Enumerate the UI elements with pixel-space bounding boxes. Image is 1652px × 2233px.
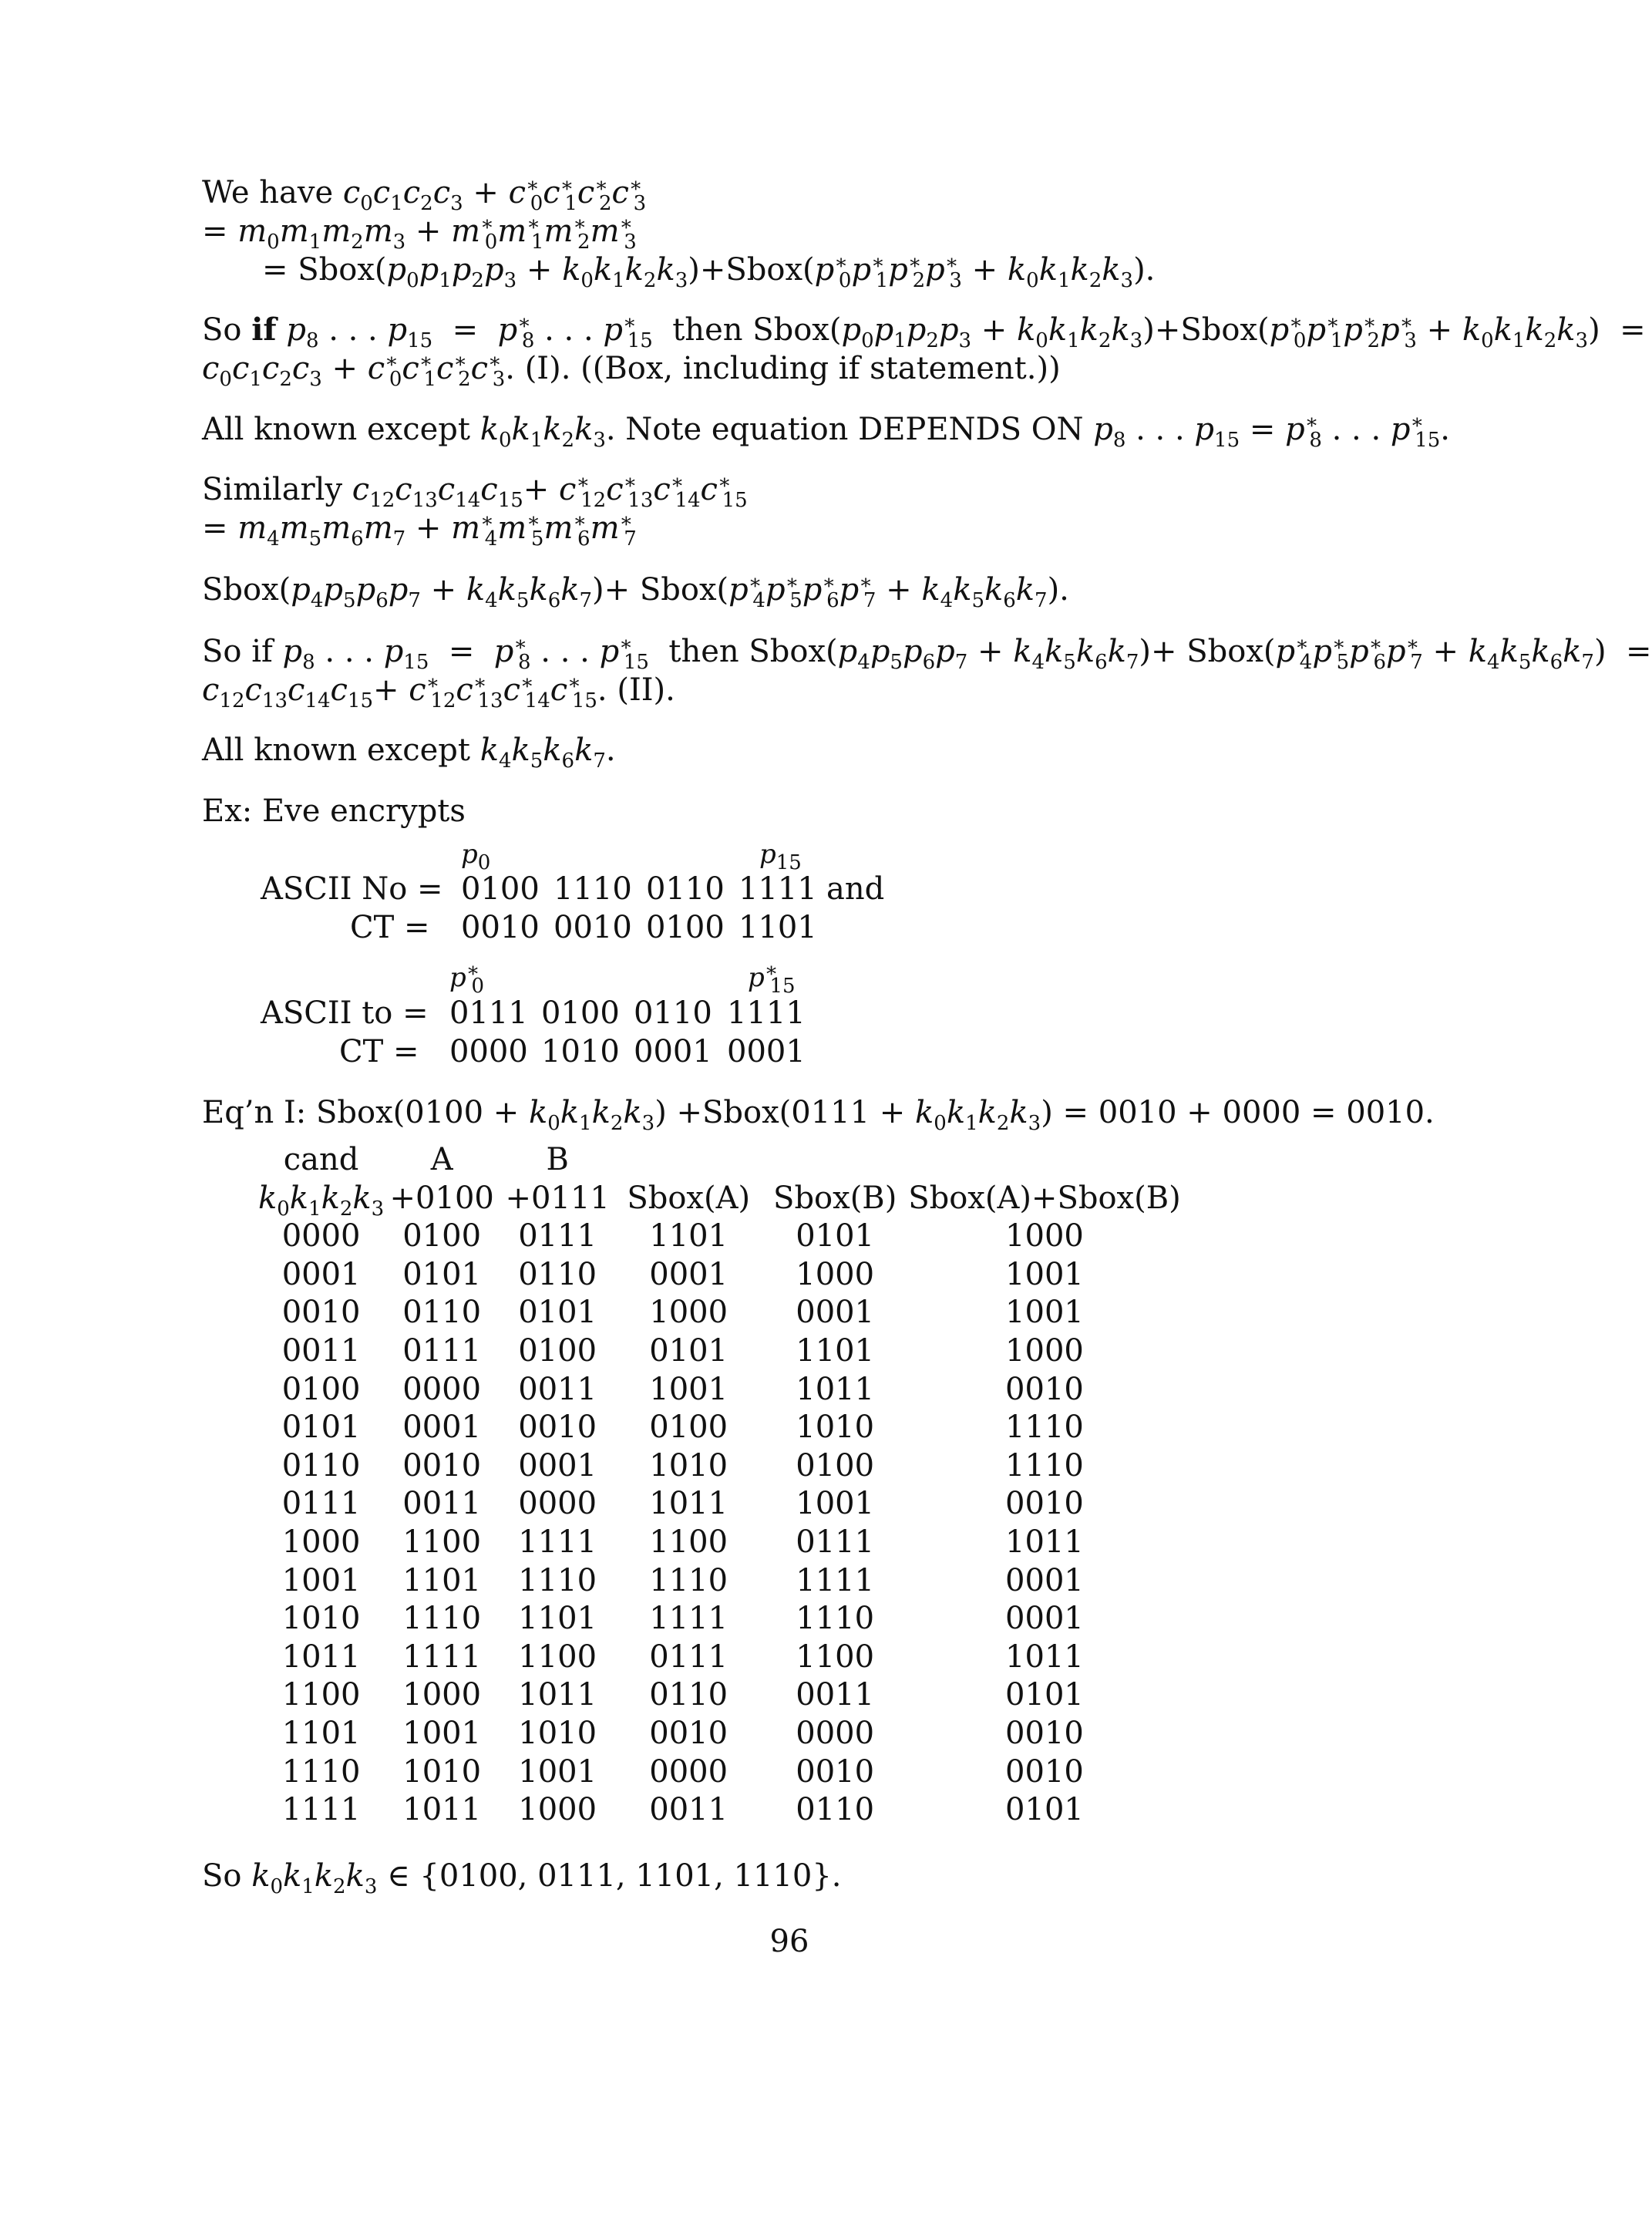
- table-cell: 0101: [518, 1295, 597, 1331]
- table-cell: 1110: [649, 1562, 728, 1598]
- conclusion: So $k_0k_1k_2k_3$ ∈ {0100, 0111, 1101, 1110}.: [202, 1858, 842, 1898]
- table-cell: 1101: [518, 1601, 597, 1637]
- table-cell: 0110: [796, 1792, 875, 1828]
- table-cell: 0101: [281, 1410, 361, 1446]
- table-row: [258, 1256, 1181, 1295]
- para7: All known except $k_4k_5k_6k_7$.: [202, 733, 616, 773]
- table-cell: 0001: [649, 1256, 728, 1292]
- table-cell: 1001: [402, 1715, 482, 1751]
- equation-I: Eq’n I: Sbox(0100 + $k_0k_1k_2k_3$) +Sbox(0111 + $k_0k_1k_2k_3) = 0010 + 0000 = 0010$.: [202, 1095, 1435, 1135]
- table-cell: 0010: [1005, 1753, 1084, 1790]
- table-cell: 0000: [796, 1715, 875, 1751]
- table-row: [258, 1715, 1181, 1753]
- table-cell: 0100: [402, 1218, 482, 1255]
- table-cell: 1000: [1005, 1332, 1084, 1369]
- row4-label: CT =: [339, 1034, 419, 1069]
- table-cell: 1101: [649, 1218, 728, 1255]
- table-cell: 1010: [281, 1601, 361, 1637]
- table-cell: 1000: [1005, 1218, 1084, 1255]
- table-cell: 0110: [402, 1295, 482, 1331]
- table-row: [258, 1447, 1181, 1486]
- para2-line1: So if $p_8$ . . . $p_{15} = p^∗_8$ . . . $p^∗_{15}$ then $Sbox(p_0p_1p_2p_3$ + $k_0k_1k_2k_3)+Sbox(p^∗_0p^∗_1p^∗_2p^∗_3 + k_0k_1k_2k_3)$ =: [202, 311, 1646, 352]
- table-cell: 1000: [518, 1792, 597, 1828]
- table-cell: 0010: [649, 1715, 728, 1751]
- table-cell: 0001: [796, 1295, 875, 1331]
- table-cell: 0001: [281, 1256, 361, 1292]
- table-cell: 0010: [1005, 1486, 1084, 1522]
- table-row: [258, 1600, 1181, 1639]
- para1-line1: We have $c_0c_1c_2c_3 + c^∗_0c^∗_1c^∗_2c^∗_3$: [202, 173, 647, 215]
- table-cell: 1110: [402, 1601, 482, 1637]
- table-cell: 1010: [649, 1447, 728, 1484]
- table-cell: 0101: [796, 1218, 875, 1255]
- table-cell: 0001: [1005, 1601, 1084, 1637]
- table-cell: 1100: [796, 1639, 875, 1675]
- table-cell: 0001: [518, 1447, 597, 1484]
- table-cell: 1110: [1005, 1447, 1084, 1484]
- table-cell: 0000: [649, 1753, 728, 1790]
- table-cell: 0011: [518, 1371, 597, 1407]
- table-row: [258, 1218, 1181, 1256]
- table-cell: 0110: [281, 1447, 361, 1484]
- table-cell: 1000: [649, 1295, 728, 1331]
- table-cell: 1001: [1005, 1256, 1084, 1292]
- document-page: We have $c_0c_1c_2c_3 + c^∗_0c^∗_1c^∗_2c^∗_3$ = $m_0m_1m_2m_3 + m^∗_0m^∗_1m^∗_2m^∗_3$ = $Sbox(p_0p_1p_2p_3$ + $k_0k_1k_2k_3)+Sbox(p^∗_0p^∗_1p^∗_2p^∗_3 + k_0k_1k_2k_3)$. So if $p_8$ . . . $p_{15} = p^∗_8$ . . . $p^∗_{15}$ then $Sbox(p_0p_1p_2p_3$ + $k_0k_1k_2k_3)+Sbox(p^∗_0p^∗_1p^∗_2p^∗_3 + k_0k_1k_2k_3)$ = $c_0c_1c_2c_3 + c^∗_0c^∗_1c^∗_2c^∗_3$. (I). ((Box, including if statement.)) All known except $k_0k_1k_2k_3$. Note equation DEPENDS ON $p_8$ . . . $p_{15} = p^∗_8$ . . . $p^∗_{15}$. Similarly $c_{12}c_{13}c_{14}c_{15}+ c^∗_{12}c^∗_{13}c^∗_{14}c^∗_{15}$ = $m_4m_5m_6m_7 + m^∗_4m^∗_5m^∗_6m^∗_7$ $Sbox(p_4p_5p_6p_7 + k_4k_5k_6k_7)+$ $Sbox(p^∗_4p^∗_5p^∗_6p^∗_7 + k_4k_5k_6k_7)$. So if $p_8$ . . . $p_{15} = p^∗_8$ . . . $p^∗_{15}$ then $Sbox(p_4p_5p_6p_7 + k_4k_5k_6k_7)+$ $Sbox(p^∗_4p^∗_5p^∗_6p^∗_7 + k_4k_5k_6k_7)$ = $c_{12}c_{13}c_{14}c_{15}+ c^∗_{12}c^∗_{13}c^∗_{14}c^∗_{15}$. (II). All known except $k_4k_5k_6k_7$. Ex: Eve encrypts $p_0$ $p_{15}$ ASCII No = 0100 1110 0110 1111 and CT = 0010 0010 0100 1101 $p^∗_0$ $p^∗_{15}$ ASCII to = 0111 0100 0110 1111 CT = 0000 1010 0001 0001 Eq’n I: Sbox(0100 + $k_0k_1k_2k_3$) +Sbox(0111 + $k_0k_1k_2k_3) = 0010 + 0000 = 0010$. cand A B $k_0k_1k_2k_3$ +0100 +0111 Sbox(A) Sbox(B) Sbox(A)+Sbox(B) 0000 0100 0111 1101 0101 1000 0001 0101 0110 0001 1000 1001 0010 0110 0101 1000 0001 1001 0011 0111 0100 0101 1101 1000 0100 0000 0011 1001 1011 0010 0101 0001 0010 0100 1010 1110 0110 0010 0001 1010 0100 1110 0111 0011 0000 1011 1001 0010 1000 1100 1111 1100 0111 1011 1001 1101 1110 1110 1111 0001 1010 1110 1101 1111 1110 0001 1011 1111 1100 0111 1100 1011 1100 1000 1011 0110 0011 0101 1101 1001 1010 0010 0000 0010 1110 1010 1001 0000 0010 0010 1111 1011 1000 0011 0110 0101 So $k_0k_1k_2k_3$ ∈ {0100, 0111, 1101, 1110}. 96: [0, 0, 1579, 2233]
- table-row: [258, 1332, 1181, 1371]
- table-cell: 1111: [402, 1639, 482, 1675]
- table-cell: 1100: [518, 1639, 597, 1675]
- table-cell: 0111: [402, 1332, 482, 1369]
- table-cell: 1110: [518, 1562, 597, 1598]
- table-cell: 1110: [796, 1601, 875, 1637]
- table-row: [258, 1371, 1181, 1410]
- row1-label: ASCII No =: [261, 871, 443, 907]
- page-number: 96: [769, 1924, 809, 1959]
- table-cell: 0010: [281, 1295, 361, 1331]
- table-cell: 1011: [281, 1639, 361, 1675]
- table-cell: 0010: [1005, 1715, 1084, 1751]
- table-cell: 1010: [796, 1410, 875, 1446]
- table-cell: 0101: [1005, 1677, 1084, 1713]
- table-cell: 1011: [402, 1792, 482, 1828]
- table-cell: 1000: [796, 1256, 875, 1292]
- table-row: [258, 1753, 1181, 1792]
- table-cell: 1001: [1005, 1295, 1084, 1331]
- table-cell: 1111: [796, 1562, 875, 1598]
- table-cell: 0111: [281, 1486, 361, 1522]
- para3: All known except $k_0k_1k_2k_3$. Note equation DEPENDS ON $p_8$ . . . $p_{15} = p^∗_8$ . . . $p^∗_{15}$.: [202, 410, 1451, 452]
- para2-line2: $c_0c_1c_2c_3 + c^∗_0c^∗_1c^∗_2c^∗_3$. (I). ((Box, including if statement.)): [202, 349, 1061, 391]
- table-cell: 0001: [402, 1410, 482, 1446]
- table-cell: 1111: [518, 1524, 597, 1560]
- table-cell: 1110: [281, 1753, 361, 1790]
- table-cell: 1001: [796, 1486, 875, 1522]
- row3-label: ASCII to =: [261, 995, 429, 1031]
- table-cell: 1011: [1005, 1639, 1084, 1675]
- table-cell: 0100: [649, 1410, 728, 1446]
- table-cell: 0100: [796, 1447, 875, 1484]
- para6-line2: $c_{12}c_{13}c_{14}c_{15}+ c^∗_{12}c^∗_{13}c^∗_{14}c^∗_{15}$. (II).: [202, 671, 675, 712]
- table-cell: 1001: [281, 1562, 361, 1598]
- table-cell: 1111: [649, 1601, 728, 1637]
- table-cell: 1101: [281, 1715, 361, 1751]
- table-cell: 1101: [796, 1332, 875, 1369]
- table-row: [258, 1294, 1181, 1332]
- text-we-have: We have: [202, 175, 334, 211]
- table-cell: 1001: [649, 1371, 728, 1407]
- table-cell: 1100: [649, 1524, 728, 1560]
- table-cell: 0111: [518, 1218, 597, 1255]
- table-cell: 0100: [281, 1371, 361, 1407]
- para1-line2: = $m_0m_1m_2m_3 + m^∗_0m^∗_1m^∗_2m^∗_3$: [202, 212, 637, 254]
- table-cell: 1011: [1005, 1524, 1084, 1560]
- table-cell: 0111: [796, 1524, 875, 1560]
- table-cell: 0011: [402, 1486, 482, 1522]
- table-header-row-2: $k_0k_1k_2k_3$ +0100 +0111 Sbox(A) Sbox(B) Sbox(A)+Sbox(B): [258, 1180, 1181, 1221]
- table-row: [258, 1524, 1181, 1562]
- table-cell: 0000: [402, 1371, 482, 1407]
- table-row: [258, 1639, 1181, 1677]
- table-cell: 0001: [1005, 1562, 1084, 1598]
- table-row: [258, 1676, 1181, 1715]
- table-cell: 0000: [518, 1486, 597, 1522]
- table-cell: 1000: [402, 1677, 482, 1713]
- table-row: [258, 1791, 1181, 1830]
- table-cell: 0000: [281, 1218, 361, 1255]
- para1-line3: = $Sbox(p_0p_1p_2p_3$ + $k_0k_1k_2k_3)+Sbox(p^∗_0p^∗_1p^∗_2p^∗_3 + k_0k_1k_2k_3)$.: [262, 251, 1156, 292]
- table-cell: 0011: [281, 1332, 361, 1369]
- table-cell: 1011: [518, 1677, 597, 1713]
- table-cell: 0010: [796, 1753, 875, 1790]
- table-cell: 1101: [402, 1562, 482, 1598]
- table-cell: 1011: [796, 1371, 875, 1407]
- table-cell: 0101: [649, 1332, 728, 1369]
- para4-line1: Similarly $c_{12}c_{13}c_{14}c_{15}+ c^∗_{12}c^∗_{13}c^∗_{14}c^∗_{15}$: [202, 470, 748, 512]
- example-intro: Ex: Eve encrypts: [202, 793, 466, 829]
- table-cell: 0011: [649, 1792, 728, 1828]
- table-row: [258, 1485, 1181, 1524]
- table-cell: 0010: [1005, 1371, 1084, 1407]
- table-cell: 1001: [518, 1753, 597, 1790]
- candidate-table: [258, 1141, 1181, 1830]
- table-cell: 0010: [518, 1410, 597, 1446]
- table-cell: 1111: [281, 1792, 361, 1828]
- table-cell: 1100: [281, 1677, 361, 1713]
- table-cell: 0111: [649, 1639, 728, 1675]
- table-cell: 1010: [402, 1753, 482, 1790]
- row2-label: CT =: [350, 910, 430, 945]
- table-cell: 0100: [518, 1332, 597, 1369]
- table-cell: 1011: [649, 1486, 728, 1522]
- para5: $Sbox(p_4p_5p_6p_7 + k_4k_5k_6k_7)+$ $Sbox(p^∗_4p^∗_5p^∗_6p^∗_7 + k_4k_5k_6k_7)$.: [202, 571, 1069, 612]
- table-cell: 0110: [518, 1256, 597, 1292]
- para4-line2: = $m_4m_5m_6m_7 + m^∗_4m^∗_5m^∗_6m^∗_7$: [202, 509, 637, 551]
- para6-line1: So if $p_8$ . . . $p_{15} = p^∗_8$ . . . $p^∗_{15}$ then $Sbox(p_4p_5p_6p_7 + k_4k_5k_6k_7)+$ $Sbox(p^∗_4p^∗_5p^∗_6p^∗_7 + k_4k_5k_6k_7)$ =: [202, 632, 1652, 674]
- table-cell: 1000: [281, 1524, 361, 1560]
- table-cell: 0110: [649, 1677, 728, 1713]
- table-cell: 1100: [402, 1524, 482, 1560]
- table-cell: 0010: [402, 1447, 482, 1484]
- table-header-row-1: cand A B: [283, 1142, 569, 1177]
- table-cell: 0011: [796, 1677, 875, 1713]
- table-row: [258, 1562, 1181, 1601]
- table-cell: 1010: [518, 1715, 597, 1751]
- table-cell: 1110: [1005, 1410, 1084, 1446]
- table-cell: 0101: [402, 1256, 482, 1292]
- table-row: [258, 1409, 1181, 1447]
- table-cell: 0101: [1005, 1792, 1084, 1828]
